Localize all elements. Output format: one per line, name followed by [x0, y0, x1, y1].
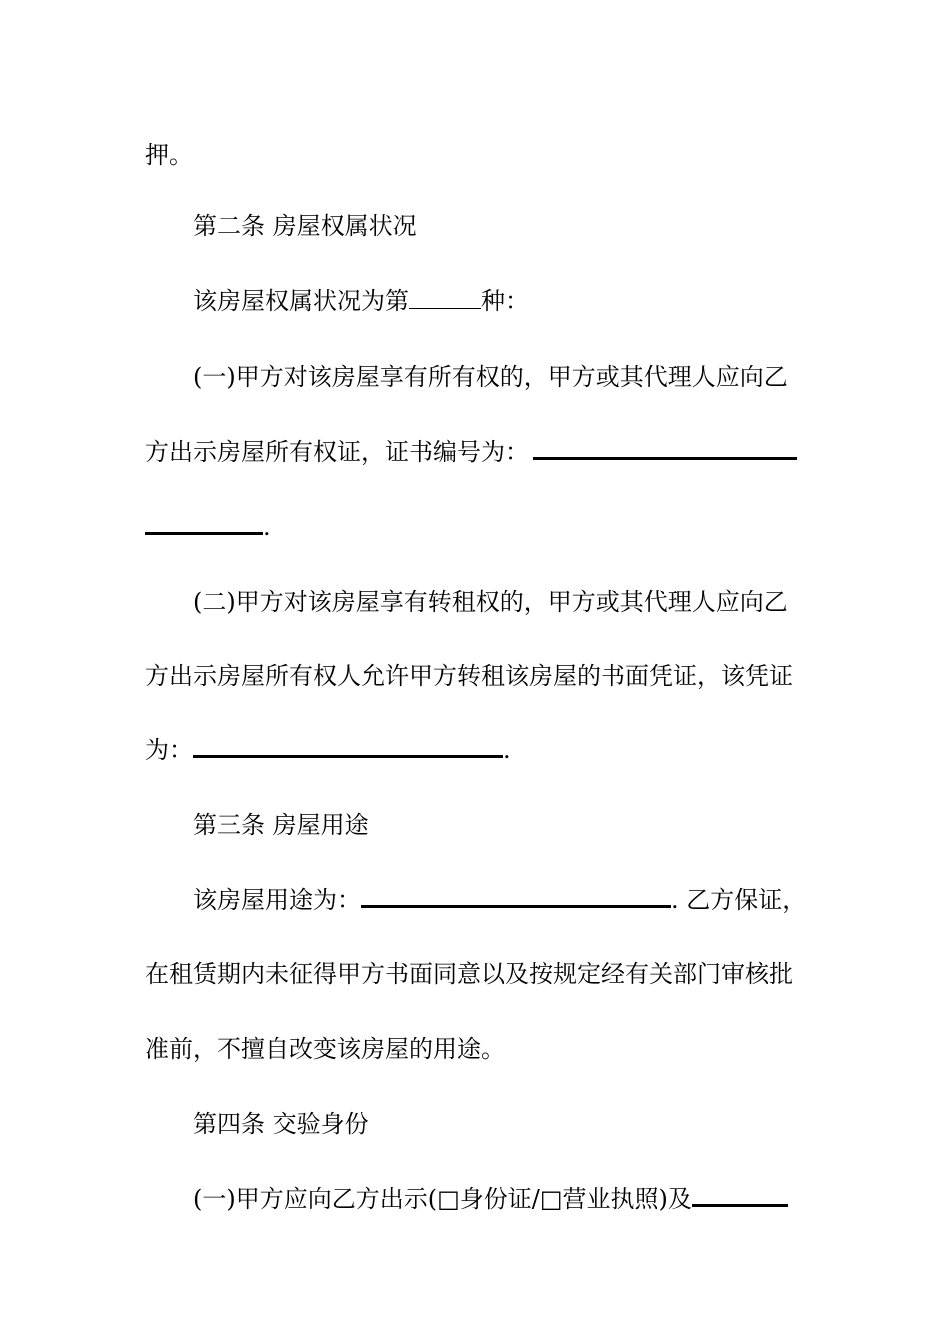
fill-in-blank — [409, 307, 481, 309]
text-fragment: 第二条 房屋权属状况 — [193, 212, 417, 240]
paragraph-line — [145, 959, 815, 989]
fill-in-blank — [533, 456, 797, 460]
text-fragment: 押。 — [145, 141, 193, 169]
text-fragment: (一)甲方应向乙方出示(□身份证/□营业执照)及 — [193, 1185, 692, 1213]
fill-in-blank — [145, 531, 263, 535]
text-fragment: 在租赁期内未征得甲方书面同意以及按规定经有关部门审核批 — [145, 960, 793, 988]
text-fragment: (二)甲方对该房屋享有转租权的，甲方或其代理人应向乙 — [193, 588, 788, 616]
paragraph-line — [145, 1034, 815, 1064]
paragraph-line — [193, 587, 863, 617]
text-fragment: 种： — [481, 287, 529, 315]
text-fragment: . — [263, 513, 271, 541]
article-heading-4 — [193, 1109, 863, 1139]
paragraph-line — [193, 286, 863, 316]
paragraph-line — [145, 735, 815, 765]
paragraph-line — [145, 437, 815, 467]
text-fragment: 该房屋权属状况为第 — [193, 287, 409, 315]
paragraph-line — [145, 661, 815, 691]
text-fragment: (一)甲方对该房屋享有所有权的，甲方或其代理人应向乙 — [193, 363, 788, 391]
paragraph-line — [145, 512, 815, 542]
article-heading-3 — [193, 810, 863, 840]
paragraph-line — [193, 885, 863, 915]
paragraph-line — [193, 1184, 863, 1214]
fill-in-blank — [361, 904, 671, 908]
paragraph-line — [193, 362, 863, 392]
text-fragment: . 乙方保证， — [671, 886, 807, 914]
text-fragment: 第三条 房屋用途 — [193, 811, 369, 839]
text-fragment: 该房屋用途为： — [193, 886, 361, 914]
article-heading-2 — [193, 211, 863, 241]
fill-in-blank — [193, 754, 503, 758]
text-fragment: 方出示房屋所有权人允许甲方转租该房屋的书面凭证，该凭证 — [145, 662, 793, 690]
text-fragment: 第四条 交验身份 — [193, 1110, 369, 1138]
text-fragment: . — [503, 736, 511, 764]
text-fragment: 准前，不擅自改变该房屋的用途。 — [145, 1035, 505, 1063]
fill-in-blank — [692, 1203, 788, 1207]
text-fragment: 为： — [145, 736, 193, 764]
paragraph-line — [145, 140, 815, 170]
text-fragment: 方出示房屋所有权证，证书编号为： — [145, 438, 529, 466]
